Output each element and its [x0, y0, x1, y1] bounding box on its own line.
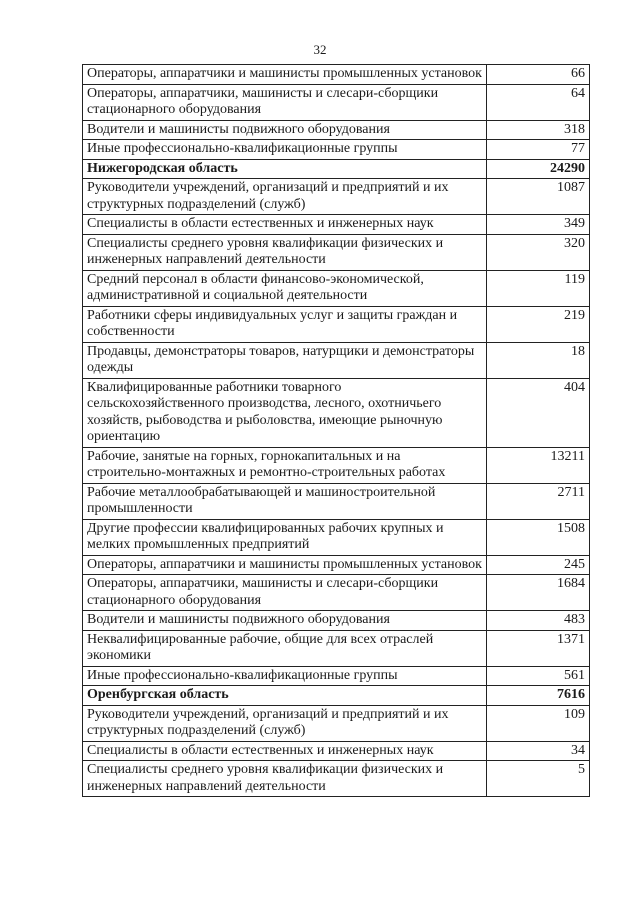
cell-occupation-group: Неквалифицированные рабочие, общие для всех отраслей экономики: [83, 630, 487, 666]
cell-occupation-group: Работники сферы индивидуальных услуг и защиты граждан и собственности: [83, 306, 487, 342]
table-row: [83, 140, 590, 160]
cell-count: 483: [487, 611, 590, 631]
table-row: [83, 84, 590, 120]
table-row: [83, 705, 590, 741]
cell-count: 7616: [487, 686, 590, 706]
table-row: [83, 630, 590, 666]
cell-occupation-group: Специалисты среднего уровня квалификации физических и инженерных направлений деятельности: [83, 234, 487, 270]
cell-occupation-group: Специалисты в области естественных и инженерных наук: [83, 215, 487, 235]
table-row: [83, 611, 590, 631]
cell-count: 219: [487, 306, 590, 342]
cell-count: 1087: [487, 179, 590, 215]
cell-count: 561: [487, 666, 590, 686]
cell-occupation-group: Операторы, аппаратчики и машинисты промышленных установок: [83, 555, 487, 575]
table-row: [83, 555, 590, 575]
cell-occupation-group: Иные профессионально-квалификационные группы: [83, 666, 487, 686]
table-row: [83, 342, 590, 378]
table-row: [83, 234, 590, 270]
table-row: [83, 270, 590, 306]
table-row: [83, 378, 590, 447]
table-body: [83, 65, 590, 797]
cell-occupation-group: Операторы, аппаратчики, машинисты и слесари-сборщики стационарного оборудования: [83, 84, 487, 120]
cell-occupation-group: Другие профессии квалифицированных рабочих крупных и мелких промышленных предприятий: [83, 519, 487, 555]
table-row: [83, 741, 590, 761]
table-row: [83, 575, 590, 611]
cell-occupation-group: Продавцы, демонстраторы товаров, натурщики и демонстраторы одежды: [83, 342, 487, 378]
cell-occupation-group: Квалифицированные работники товарного сельскохозяйственного производства, лесного, охотничьего хозяйств, рыбоводства и рыболовства, имеющие рыночную ориентацию: [83, 378, 487, 447]
cell-count: 1684: [487, 575, 590, 611]
cell-occupation-group: Специалисты среднего уровня квалификации физических и инженерных направлений деятельности: [83, 761, 487, 797]
table-row: [83, 483, 590, 519]
cell-count: 2711: [487, 483, 590, 519]
cell-count: 119: [487, 270, 590, 306]
table-row: [83, 519, 590, 555]
cell-count: 13211: [487, 447, 590, 483]
table-row: [83, 666, 590, 686]
cell-occupation-group: Водители и машинисты подвижного оборудования: [83, 611, 487, 631]
cell-count: 24290: [487, 159, 590, 179]
cell-occupation-group: Иные профессионально-квалификационные группы: [83, 140, 487, 160]
cell-count: 404: [487, 378, 590, 447]
cell-occupation-group: Водители и машинисты подвижного оборудования: [83, 120, 487, 140]
cell-count: 320: [487, 234, 590, 270]
cell-occupation-group: Рабочие металлообрабатывающей и машиностроительной промышленности: [83, 483, 487, 519]
cell-count: 245: [487, 555, 590, 575]
cell-occupation-group: Специалисты в области естественных и инженерных наук: [83, 741, 487, 761]
cell-count: 18: [487, 342, 590, 378]
statistics-table: [82, 64, 590, 797]
cell-count: 5: [487, 761, 590, 797]
table-row: [83, 120, 590, 140]
table-row-region: [83, 159, 590, 179]
cell-count: 34: [487, 741, 590, 761]
cell-occupation-group: Операторы, аппаратчики и машинисты промышленных установок: [83, 65, 487, 85]
cell-count: 349: [487, 215, 590, 235]
cell-count: 318: [487, 120, 590, 140]
page-number: 32: [313, 42, 327, 57]
cell-count: 66: [487, 65, 590, 85]
cell-occupation-group: Нижегородская область: [83, 159, 487, 179]
cell-count: 109: [487, 705, 590, 741]
cell-count: 64: [487, 84, 590, 120]
cell-occupation-group: Руководители учреждений, организаций и предприятий и их структурных подразделений (служб): [83, 179, 487, 215]
table-row: [83, 306, 590, 342]
table-row: [83, 215, 590, 235]
table-row: [83, 65, 590, 85]
table-row: [83, 179, 590, 215]
cell-count: 77: [487, 140, 590, 160]
cell-occupation-group: Рабочие, занятые на горных, горнокапитальных и на строительно-монтажных и ремонтно-строительных работах: [83, 447, 487, 483]
table-row-region: [83, 686, 590, 706]
cell-occupation-group: Оренбургская область: [83, 686, 487, 706]
cell-occupation-group: Операторы, аппаратчики, машинисты и слесари-сборщики стационарного оборудования: [83, 575, 487, 611]
cell-occupation-group: Руководители учреждений, организаций и предприятий и их структурных подразделений (служб): [83, 705, 487, 741]
cell-occupation-group: Средний персонал в области финансово-экономической, административной и социальной деятельности: [83, 270, 487, 306]
table-row: [83, 761, 590, 797]
cell-count: 1371: [487, 630, 590, 666]
table-row: [83, 447, 590, 483]
cell-count: 1508: [487, 519, 590, 555]
